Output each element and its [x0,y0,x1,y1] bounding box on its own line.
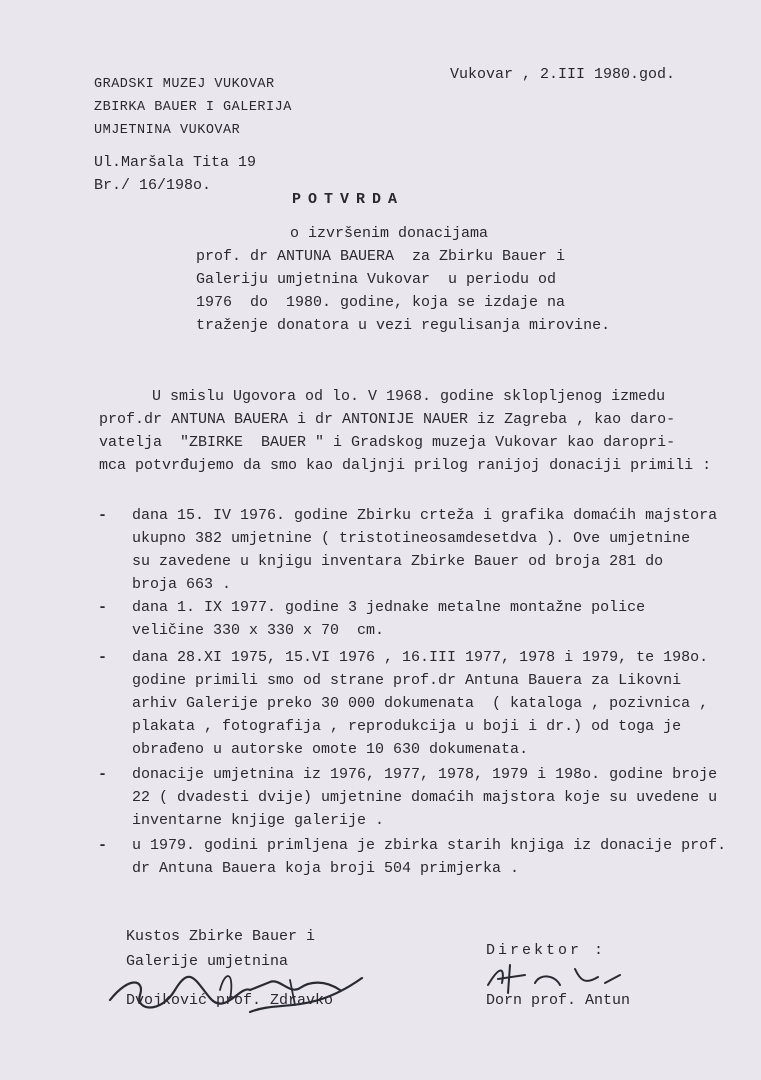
item-1-line-1: dana 15. IV 1976. godine Zbirku crteža i grafika domaćih majstora [132,507,718,524]
list-bullet: - [98,837,108,854]
subject-line-5: traženje donatora u vezi regulisanja mirovine. [196,317,611,334]
reference-number: Br./ 16/198o. [94,177,212,194]
body-line-3: vatelja "ZBIRKE BAUER " i Gradskog muzeja Vukovar kao daropri- [99,434,676,451]
subject-line-2: prof. dr ANTUNA BAUERA za Zbirku Bauer i [196,248,566,265]
document-title: POTVRDA [292,191,405,208]
item-2-line-2: veličine 330 x 330 x 70 cm. [132,622,385,639]
item-5-line-1: u 1979. godini primljena je zbirka starih knjiga iz donacije prof. [132,837,727,854]
institution-line-1: GRADSKI MUZEJ VUKOVAR [94,77,275,92]
director-name: Dorn prof. Antun [486,992,631,1009]
item-1-line-4: broja 663 . [132,576,232,593]
item-3-line-1: dana 28.XI 1975, 15.VI 1976 , 16.III 1977, 1978 i 1979, te 198o. [132,649,709,666]
body-line-1: U smislu Ugovora od lo. V 1968. godine sklopljenog izmedu [152,388,666,405]
curator-title-1: Kustos Zbirke Bauer i [126,928,316,945]
item-3-line-3: arhiv Galerije preko 30 000 dokumenata ( kataloga , pozivnica , [132,695,709,712]
curator-signature [100,960,370,1030]
institution-line-2: ZBIRKA BAUER I GALERIJA [94,100,292,115]
subject-line-3: Galeriju umjetnina Vukovar u periodu od [196,271,557,288]
body-line-4: mca potvrđujemo da smo kao daljnji prilog ranijoj donaciji primili : [99,457,712,474]
item-3-line-5: obrađeno u autorske omote 10 630 dokumenata. [132,741,529,758]
address: Ul.Maršala Tita 19 [94,154,257,171]
list-bullet: - [98,599,108,616]
item-4-line-1: donacije umjetnina iz 1976, 1977, 1978, 1979 i 198o. godine broje [132,766,718,783]
list-bullet: - [98,766,108,783]
list-bullet: - [98,507,108,524]
body-line-2: prof.dr ANTUNA BAUERA i dr ANTONIJE NAUER iz Zagreba , kao daro- [99,411,676,428]
subject-line-4: 1976 do 1980. godine, koja se izdaje na [196,294,566,311]
place-date: Vukovar , 2.III 1980.god. [450,66,676,83]
item-1-line-3: su zavedene u knjigu inventara Zbirke Bauer od broja 281 do [132,553,664,570]
item-3-line-4: plakata , fotografija , reprodukcija u boji i dr.) od toga je [132,718,682,735]
item-5-line-2: dr Antuna Bauera koja broji 504 primjerka . [132,860,520,877]
item-1-line-2: ukupno 382 umjetnine ( tristotineosamdesetdva ). Ove umjetnine [132,530,691,547]
list-bullet: - [98,649,108,666]
subject-line-1: o izvršenim donacijama [290,225,489,242]
institution-line-3: UMJETNINA VUKOVAR [94,123,241,138]
item-3-line-2: godine primili smo od strane prof.dr Antuna Bauera za Likovni [132,672,682,689]
item-4-line-3: inventarne knjige galerije . [132,812,385,829]
curator-name: Dvojković prof. Zdravko [126,992,334,1009]
curator-title-2: Galerije umjetnina [126,953,289,970]
director-signature [480,955,630,1000]
item-2-line-1: dana 1. IX 1977. godine 3 jednake metalne montažne police [132,599,646,616]
item-4-line-2: 22 ( dvadesti dvije) umjetnine domaćih majstora koje su uvedene u [132,789,718,806]
director-title: Direktor : [486,942,607,959]
